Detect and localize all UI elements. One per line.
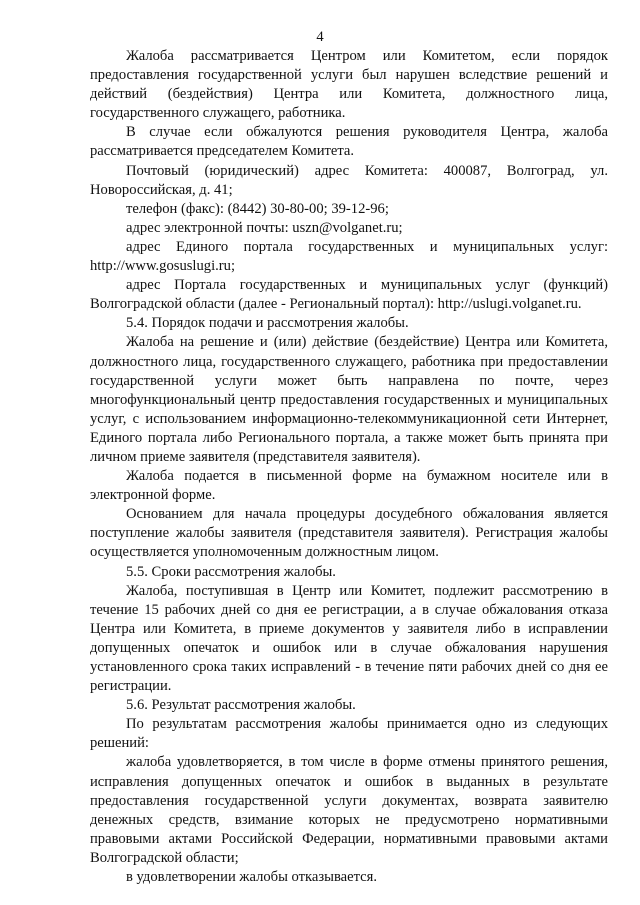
paragraph: телефон (факс): (8442) 30-80-00; 39-12-96; (126, 200, 389, 217)
paragraph: Почтовый (юридический) адрес Комитета: 400087, Волгоград, ул. Новороссийская, д. 41; (90, 162, 608, 198)
document-body (90, 47, 608, 887)
section-heading: 5.4. Порядок подачи и рассмотрения жалобы. (126, 315, 409, 332)
paragraph: адрес Портала государственных и муниципальных услуг (функций) Волгоградской области (далее - Региональный портал): http://uslugi.volganet.ru. (90, 277, 608, 313)
paragraph: в удовлетворении жалобы отказывается. (126, 869, 378, 886)
paragraph: Основанием для начала процедуры досудебного обжалования является поступление жалобы заявителя (представителя заявителя). Регистрация жалобы осуществляется уполномоченным должностным лицом. (90, 506, 608, 561)
paragraph: адрес Единого портала государственных и муниципальных услуг: http://www.gosuslugi.ru; (90, 238, 608, 275)
section-heading: 5.5. Сроки рассмотрения жалобы. (126, 563, 336, 580)
paragraph: По результатам рассмотрения жалобы принимается одно из следующих решений: (90, 716, 608, 752)
paragraph: Жалоба, поступившая в Центр или Комитет, подлежит рассмотрению в течение 15 рабочих дней со дня ее регистрации, а в случае обжалования отказа Центра или Комитета, в приеме документов у заявителя либо в исправлении допущенных опечаток и ошибок или в случае обжалования нарушения установленного срока таких исправлений - в течение пяти рабочих дней со дня ее регистрации. (90, 582, 608, 695)
paragraph: Жалоба рассматривается Центром или Комитетом, если порядок предоставления государственной услуги был нарушен вследствие решений и действий (бездействия) Центра или Комитета, должностного лица, государственного служащего, работника. (90, 48, 608, 122)
paragraph: Жалоба подается в письменной форме на бумажном носителе или в электронной форме. (90, 468, 608, 504)
paragraph: адрес электронной почты: uszn@volganet.ru; (126, 219, 403, 236)
paragraph: В случае если обжалуются решения руководителя Центра, жалоба рассматривается председателем Комитета. (90, 124, 608, 160)
section-heading: 5.6. Результат рассмотрения жалобы. (126, 697, 356, 714)
paragraph: Жалоба на решение и (или) действие (бездействие) Центра или Комитета, должностного лица, государственного служащего, работника при предоставлении государственной услуги может быть направлена по почте, через многофункциональный центр предоставления государственных и муниципальных услуг, с использованием информационно-телекоммуникационной сети Интернет, Единого портала либо Регионального портала, а также может быть принята при личном приеме заявителя (представителя заявителя). (90, 334, 608, 465)
paragraph: жалоба удовлетворяется, в том числе в форме отмены принятого решения, исправления допущенных опечаток и ошибок в выданных в результате предоставления государственной услуги документах, возврата заявителю денежных средств, взимание которых не предусмотрено нормативными правовыми актами Российской Федерации, нормативными правовыми актами Волгоградской области; (90, 754, 608, 866)
page-number: 4 (316, 29, 324, 45)
